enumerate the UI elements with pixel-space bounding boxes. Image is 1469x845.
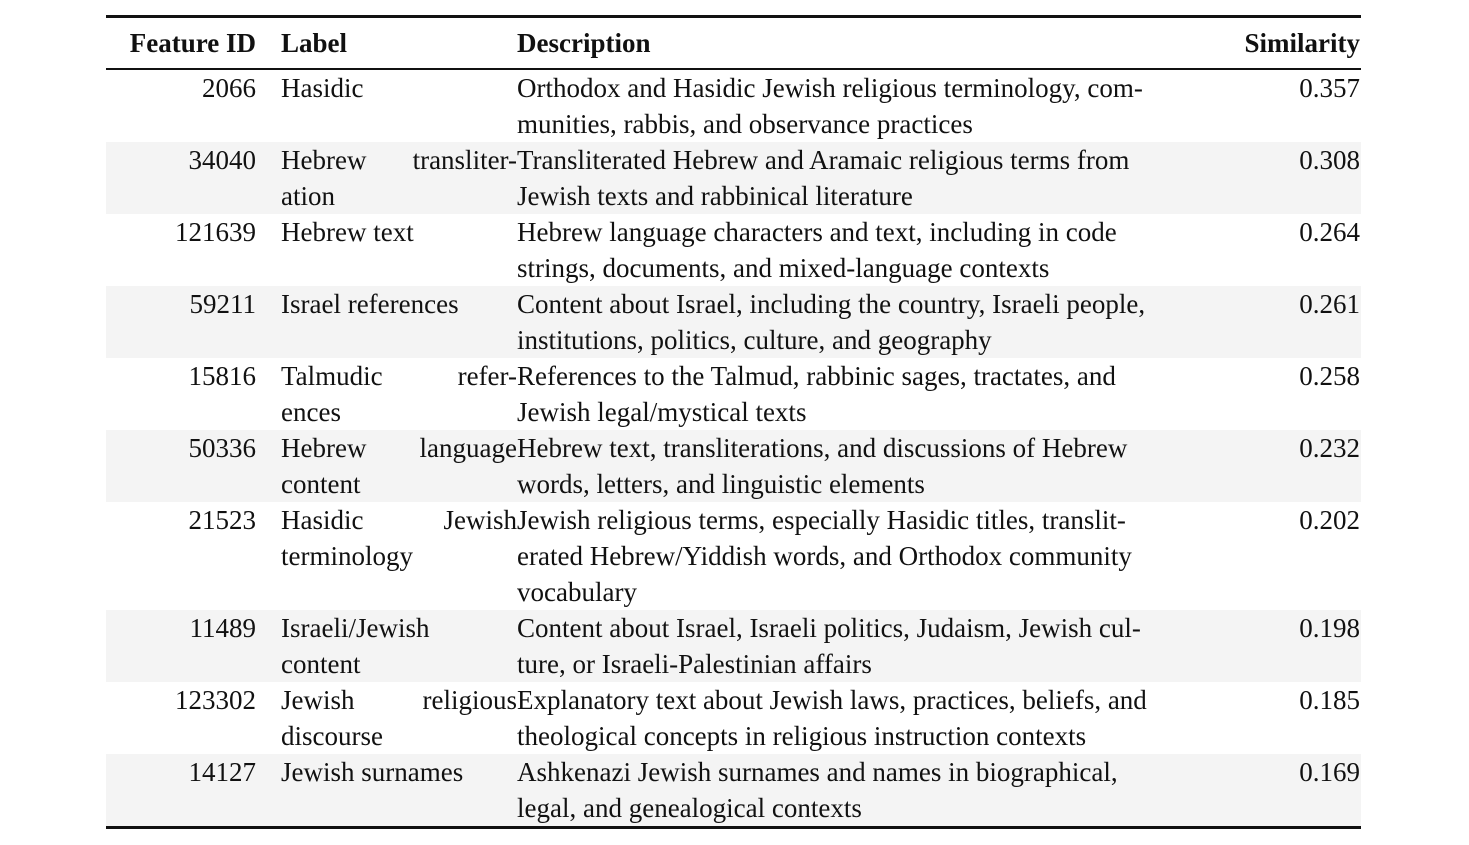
similarity-score: 0.357 bbox=[1299, 73, 1360, 103]
similarity-score: 0.232 bbox=[1299, 433, 1360, 463]
label-line: Jewish surnames bbox=[281, 757, 464, 787]
description-line: Transliterated Hebrew and Aramaic religious terms from bbox=[517, 145, 1130, 175]
description-line: ture, or Israeli-Palestinian affairs bbox=[517, 649, 872, 679]
table-row bbox=[106, 142, 1361, 214]
label-line: discourse bbox=[281, 721, 383, 751]
header-label: Label bbox=[281, 27, 348, 58]
feature-description bbox=[517, 286, 1217, 358]
table-row bbox=[106, 682, 1361, 754]
similarity-score: 0.308 bbox=[1299, 145, 1360, 175]
description-line: theological concepts in religious instruction contexts bbox=[517, 721, 1087, 751]
feature-label bbox=[256, 214, 517, 286]
label-line: Hebrew transliter- bbox=[281, 145, 517, 175]
description-line: erated Hebrew/Yiddish words, and Orthodox community bbox=[517, 541, 1132, 571]
feature-id: 50336 bbox=[188, 433, 256, 463]
feature-id: 2066 bbox=[202, 73, 256, 103]
label-line: ences bbox=[281, 397, 341, 427]
feature-id: 21523 bbox=[188, 505, 256, 535]
feature-label bbox=[256, 358, 517, 430]
description-line: References to the Talmud, rabbinic sages, tractates, and bbox=[517, 361, 1116, 391]
feature-description bbox=[517, 610, 1217, 682]
feature-label bbox=[256, 754, 517, 826]
table-row bbox=[106, 70, 1361, 142]
feature-label bbox=[256, 286, 517, 358]
table-row bbox=[106, 754, 1361, 826]
description-line: Jewish religious terms, especially Hasidic titles, translit- bbox=[517, 505, 1126, 535]
table-row bbox=[106, 502, 1361, 610]
table-row bbox=[106, 214, 1361, 286]
feature-id: 121639 bbox=[175, 217, 256, 247]
feature-description bbox=[517, 142, 1217, 214]
description-line: Ashkenazi Jewish surnames and names in biographical, bbox=[517, 757, 1118, 787]
similarity-score: 0.202 bbox=[1299, 505, 1360, 535]
feature-label bbox=[256, 502, 517, 610]
label-line: Israel references bbox=[281, 289, 459, 319]
similarity-score: 0.261 bbox=[1299, 289, 1360, 319]
feature-label bbox=[256, 70, 517, 142]
feature-id: 59211 bbox=[189, 289, 256, 319]
table-row bbox=[106, 286, 1361, 358]
description-line: Hebrew language characters and text, including in code bbox=[517, 217, 1117, 247]
feature-label bbox=[256, 682, 517, 754]
feature-description bbox=[517, 682, 1217, 754]
feature-id: 123302 bbox=[175, 685, 256, 715]
feature-id: 11489 bbox=[189, 613, 256, 643]
feature-description bbox=[517, 70, 1217, 142]
feature-id: 34040 bbox=[188, 145, 256, 175]
label-line: ation bbox=[281, 181, 335, 211]
feature-label bbox=[256, 430, 517, 502]
description-line: Jewish texts and rabbinical literature bbox=[517, 181, 913, 211]
label-line: Jewish religious bbox=[281, 685, 517, 715]
description-line: munities, rabbis, and observance practices bbox=[517, 109, 973, 139]
feature-label bbox=[256, 142, 517, 214]
label-line: Hasidic bbox=[281, 73, 364, 103]
label-line: Hasidic Jewish bbox=[281, 505, 517, 535]
bottom-rule bbox=[106, 826, 1361, 829]
similarity-score: 0.258 bbox=[1299, 361, 1360, 391]
similarity-score: 0.198 bbox=[1299, 613, 1360, 643]
feature-description bbox=[517, 214, 1217, 286]
similarity-score: 0.169 bbox=[1299, 757, 1360, 787]
description-line: Jewish legal/mystical texts bbox=[517, 397, 807, 427]
header-feature-id: Feature ID bbox=[129, 27, 256, 58]
description-line: legal, and genealogical contexts bbox=[517, 793, 862, 823]
description-line: strings, documents, and mixed-language contexts bbox=[517, 253, 1050, 283]
feature-description bbox=[517, 358, 1217, 430]
feature-id: 15816 bbox=[188, 361, 256, 391]
label-line: content bbox=[281, 469, 361, 499]
feature-description bbox=[517, 430, 1217, 502]
description-line: vocabulary bbox=[517, 577, 637, 607]
label-line: Israeli/Jewish bbox=[281, 613, 430, 643]
description-line: Content about Israel, including the country, Israeli people, bbox=[517, 289, 1146, 319]
label-line: Hebrew language bbox=[281, 433, 517, 463]
feature-id: 14127 bbox=[188, 757, 256, 787]
similarity-score: 0.264 bbox=[1299, 217, 1360, 247]
feature-description bbox=[517, 754, 1217, 826]
table-row bbox=[106, 610, 1361, 682]
header-description: Description bbox=[517, 27, 651, 58]
description-line: words, letters, and linguistic elements bbox=[517, 469, 925, 499]
feature-description bbox=[517, 502, 1217, 610]
label-line: Talmudic refer- bbox=[281, 361, 517, 391]
feature-label bbox=[256, 610, 517, 682]
description-line: Explanatory text about Jewish laws, practices, beliefs, and bbox=[517, 685, 1147, 715]
description-line: Orthodox and Hasidic Jewish religious terminology, com- bbox=[517, 73, 1143, 103]
description-line: Hebrew text, transliterations, and discussions of Hebrew bbox=[517, 433, 1128, 463]
table-header bbox=[106, 18, 1361, 68]
header-similarity: Similarity bbox=[1244, 27, 1360, 58]
label-line: content bbox=[281, 649, 361, 679]
label-line: Hebrew text bbox=[281, 217, 414, 247]
table-row bbox=[106, 358, 1361, 430]
similarity-score: 0.185 bbox=[1299, 685, 1360, 715]
table-row bbox=[106, 430, 1361, 502]
table-body bbox=[106, 70, 1361, 826]
description-line: institutions, politics, culture, and geography bbox=[517, 325, 992, 355]
description-line: Content about Israel, Israeli politics, Judaism, Jewish cul- bbox=[517, 613, 1141, 643]
label-line: terminology bbox=[281, 541, 413, 571]
feature-table bbox=[106, 15, 1361, 829]
